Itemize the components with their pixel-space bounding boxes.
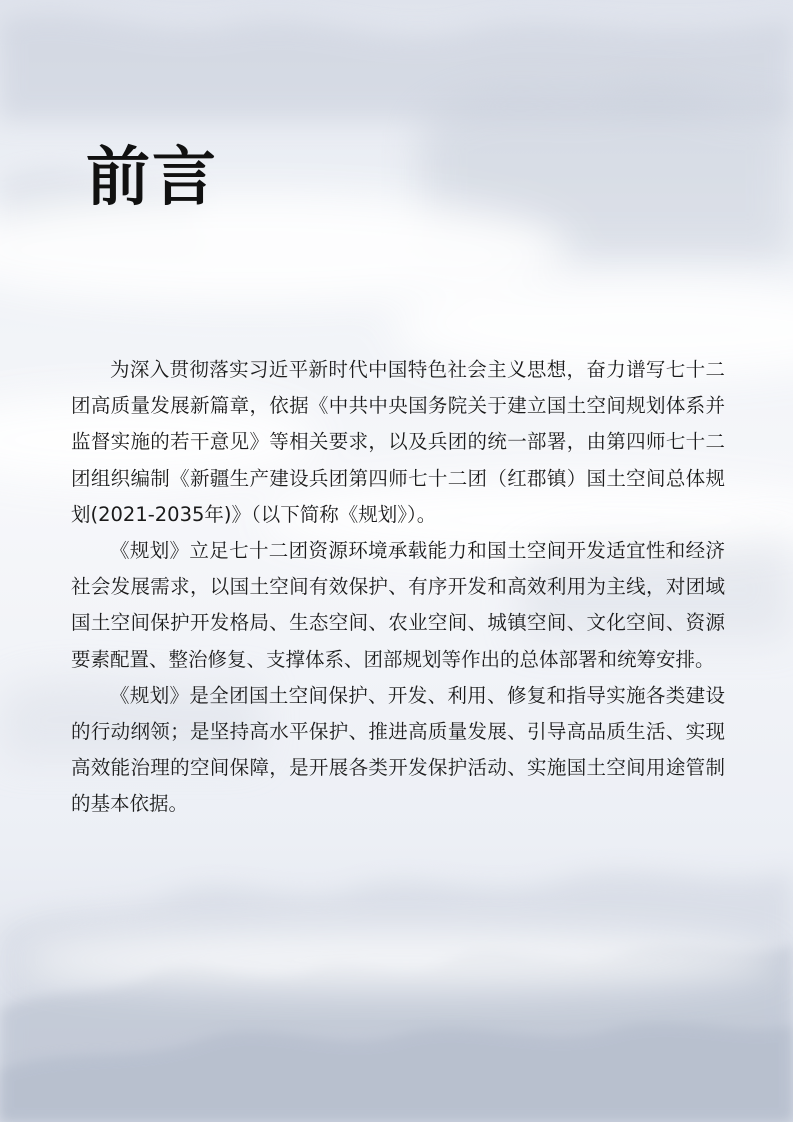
paragraph: 为深入贯彻落实习近平新时代中国特色社会主义思想，奋力谱写七十二团高质量发展新篇章，依据《中共中央国务院关于建立国土空间规划体系并监督实施的若干意见》等相关要求，以及兵团的统一部署，由第四师七十二团组织编制《新疆生产建设兵团第四师七十二团（红郡镇）国土空间总体规划(2021-2035年)》（以下简称《规划》）。 [71,358,725,526]
page-title: 前言 [86,141,218,215]
preface-body [71,352,725,823]
paragraph: 《规划》立足七十二团资源环境承载能力和国土空间开发适宜性和经济社会发展需求，以国土空间有效保护、有序开发和高效利用为主线，对团域国土空间保护开发格局、生态空间、农业空间、城镇空间、文化空间、资源要素配置、整治修复、支撑体系、团部规划等作出的总体部署和统筹安排。 [71,539,725,671]
paragraph: 《规划》是全团国土空间保护、开发、利用、修复和指导实施各类建设的行动纲领；是坚持高水平保护、推进高质量发展、引导高品质生活、实现高效能治理的空间保障，是开展各类开发保护活动、实施国土空间用途管制的基本依据。 [71,683,725,816]
